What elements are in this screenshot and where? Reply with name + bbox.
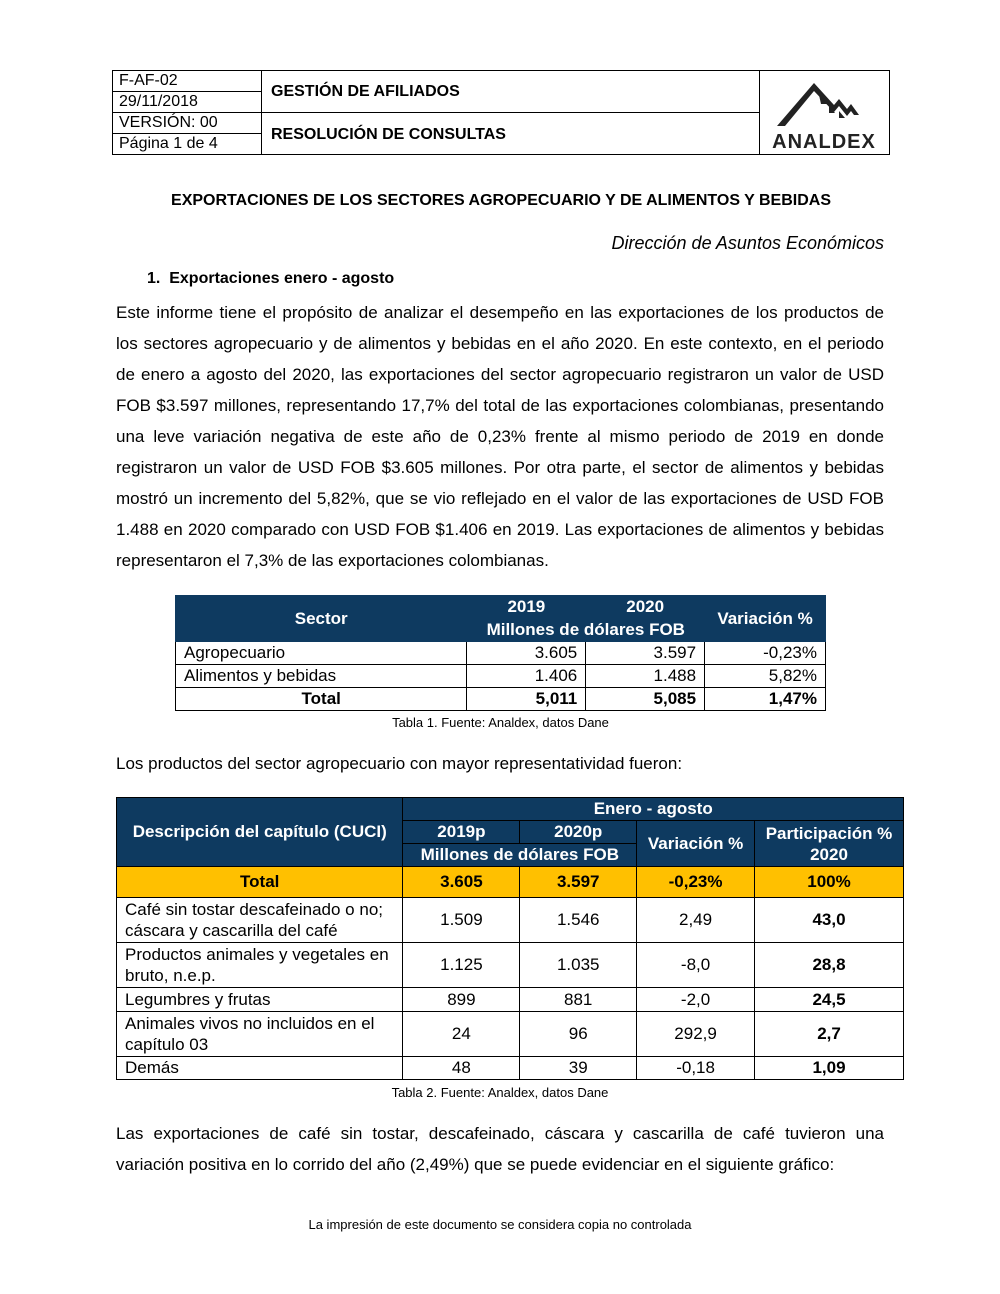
cell-2020p: 1.546 bbox=[520, 898, 637, 943]
table-total-row bbox=[176, 688, 826, 711]
table-row bbox=[117, 898, 904, 943]
cell-2020p: 96 bbox=[520, 1012, 637, 1057]
header-title-consultations: RESOLUCIÓN DE CONSULTAS bbox=[271, 126, 506, 143]
document-header bbox=[112, 70, 890, 155]
col-header-period: Enero - agosto bbox=[403, 798, 904, 821]
cell-sector: Agropecuario bbox=[176, 642, 467, 665]
table2-caption: Tabla 2. Fuente: Analdex, datos Dane bbox=[391, 1085, 609, 1100]
col-header-variation: Variación % bbox=[705, 596, 826, 642]
intro-paragraph: Este informe tiene el propósito de analizar el desempeño en las exportaciones de los productos de los sectores agropecuario y de alimentos y bebidas en el año 2020. En este contexto, en el periodo de enero a agosto del 2020, las exportaciones del sector agropecuario registraron un valor de USD FOB $3.597 millones, representando 17,7% del total de las exportaciones colombianas, presentando una leve variación negativa de este año de 0,23% frente al mismo periodo de 2019 en donde registraron un valor de USD FOB $3.605 millones. Por otra parte, el sector de alimentos y bebidas mostró un incremento del 5,82%, que se vio reflejado en el valor de las exportaciones de USD FOB 1.488 en 2020 comparado con USD FOB $1.406 en 2019. Las exportaciones de alimentos y bebidas representaron el 7,3% de las exportaciones colombianas. bbox=[116, 303, 884, 570]
document-control-info bbox=[113, 71, 262, 154]
cell-participation: 43,0 bbox=[755, 898, 904, 943]
cell-2020p: 881 bbox=[520, 988, 637, 1012]
cell-description: Café sin tostar descafeinado o no; cáscara y cascarilla del café bbox=[117, 898, 403, 943]
header-titles bbox=[261, 71, 760, 154]
cell-variation: -8,0 bbox=[637, 943, 755, 988]
cell-2019p: 1.125 bbox=[403, 943, 520, 988]
cell-2020: 5,085 bbox=[586, 688, 705, 711]
col-header-2019: 2019 bbox=[467, 596, 586, 619]
cell-variation: 5,82% bbox=[705, 665, 826, 688]
cell-variation: -0,23% bbox=[637, 867, 755, 898]
cell-2019: 1.406 bbox=[467, 665, 586, 688]
cell-description: Animales vivos no incluidos en el capítulo 03 bbox=[117, 1012, 403, 1057]
analdex-logo bbox=[759, 71, 889, 154]
cell-variation: -0,23% bbox=[705, 642, 826, 665]
cell-2019: 3.605 bbox=[467, 642, 586, 665]
cell-2020p: 39 bbox=[520, 1057, 637, 1080]
cell-participation: 28,8 bbox=[755, 943, 904, 988]
products-intro-paragraph: Los productos del sector agropecuario con mayor representatividad fueron: bbox=[116, 754, 683, 773]
cell-2020: 1.488 bbox=[586, 665, 705, 688]
col-header-sector: Sector bbox=[176, 596, 467, 642]
cell-description: Legumbres y frutas bbox=[117, 988, 403, 1012]
svg-text:ANALDEX: ANALDEX bbox=[772, 131, 876, 153]
table-row bbox=[117, 943, 904, 988]
cell-participation: 100% bbox=[755, 867, 904, 898]
cell-2019p: 3.605 bbox=[403, 867, 520, 898]
cell-variation: 2,49 bbox=[637, 898, 755, 943]
cell-description: Total bbox=[117, 867, 403, 898]
table-row bbox=[117, 1012, 904, 1057]
cell-variation: -2,0 bbox=[637, 988, 755, 1012]
cell-sector: Alimentos y bebidas bbox=[176, 665, 467, 688]
col-header-2020: 2020 bbox=[586, 596, 705, 619]
cell-2019p: 899 bbox=[403, 988, 520, 1012]
sector-exports-table bbox=[175, 595, 826, 711]
cell-description: Demás bbox=[117, 1057, 403, 1080]
cell-2020p: 1.035 bbox=[520, 943, 637, 988]
department-name: Dirección de Asuntos Económicos bbox=[611, 233, 884, 253]
cell-participation: 1,09 bbox=[755, 1057, 904, 1080]
cell-description: Productos animales y vegetales en bruto, n.e.p. bbox=[117, 943, 403, 988]
table-total-row bbox=[117, 867, 904, 898]
form-code: F-AF-02 bbox=[119, 72, 178, 89]
cell-2019p: 48 bbox=[403, 1057, 520, 1080]
col-header-participation: Participación % 2020 bbox=[755, 821, 904, 867]
col-header-variation: Variación % bbox=[637, 821, 755, 867]
cell-variation: 1,47% bbox=[705, 688, 826, 711]
cell-sector: Total bbox=[176, 688, 467, 711]
document-title: EXPORTACIONES DE LOS SECTORES AGROPECUARIO Y DE ALIMENTOS Y BEBIDAS bbox=[171, 192, 831, 209]
header-title-affiliates: GESTIÓN DE AFILIADOS bbox=[271, 83, 460, 100]
cell-2019p: 1.509 bbox=[403, 898, 520, 943]
table-row bbox=[117, 988, 904, 1012]
agro-products-table bbox=[116, 797, 904, 1080]
col-header-2020p: 2020p bbox=[520, 821, 637, 844]
col-header-units: Millones de dólares FOB bbox=[403, 844, 637, 867]
cell-2019: 5,011 bbox=[467, 688, 586, 711]
col-header-units: Millones de dólares FOB bbox=[467, 619, 705, 642]
coffee-paragraph: Las exportaciones de café sin tostar, descafeinado, cáscara y cascarilla de café tuvieron una variación positiva en lo corrido del año (2,49%) que se puede evidenciar en el siguiente gráfico: bbox=[116, 1124, 884, 1174]
col-header-2019p: 2019p bbox=[403, 821, 520, 844]
table-row bbox=[176, 665, 826, 688]
table1-caption: Tabla 1. Fuente: Analdex, datos Dane bbox=[392, 715, 609, 730]
table-row bbox=[176, 642, 826, 665]
page-footer: La impresión de este documento se considera copia no controlada bbox=[308, 1217, 692, 1232]
cell-participation: 2,7 bbox=[755, 1012, 904, 1057]
form-version: VERSIÓN: 00 bbox=[119, 114, 218, 131]
cell-variation: 292,9 bbox=[637, 1012, 755, 1057]
cell-participation: 24,5 bbox=[755, 988, 904, 1012]
form-date: 29/11/2018 bbox=[119, 93, 198, 110]
analdex-mountain-icon bbox=[759, 71, 889, 154]
col-header-description: Descripción del capítulo (CUCI) bbox=[117, 798, 403, 867]
section-heading: 1. Exportaciones enero - agosto bbox=[147, 270, 395, 287]
cell-2020p: 3.597 bbox=[520, 867, 637, 898]
cell-2019p: 24 bbox=[403, 1012, 520, 1057]
cell-2020: 3.597 bbox=[586, 642, 705, 665]
table-row bbox=[117, 1057, 904, 1080]
cell-variation: -0,18 bbox=[637, 1057, 755, 1080]
page-number: Página 1 de 4 bbox=[119, 135, 218, 152]
